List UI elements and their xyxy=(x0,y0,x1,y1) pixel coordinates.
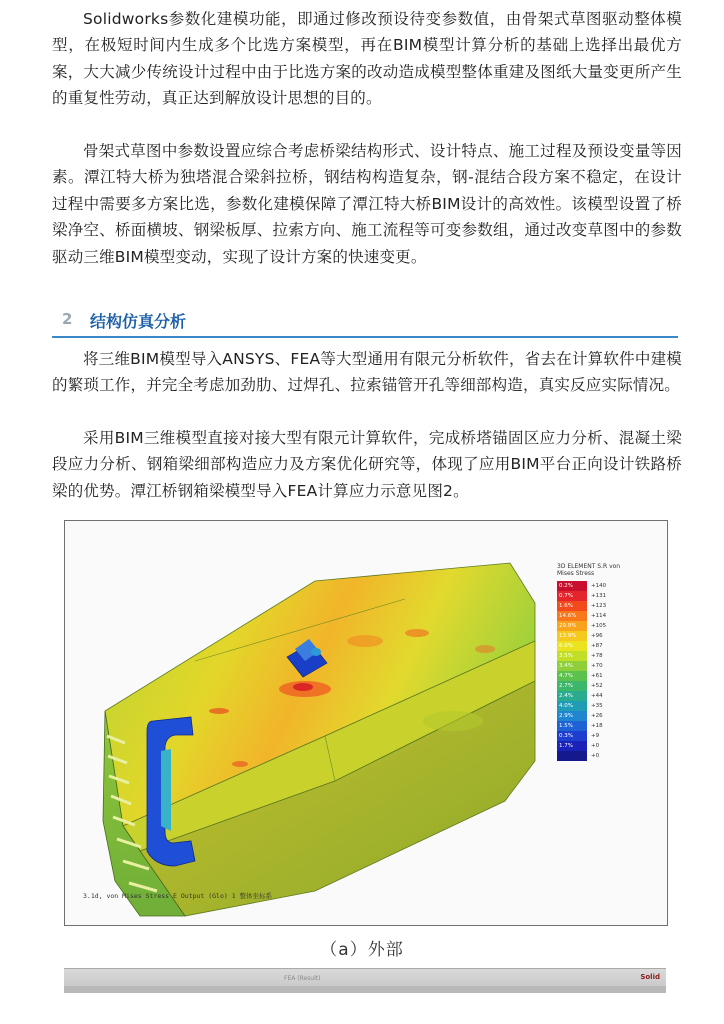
legend-value: +140 xyxy=(591,583,607,589)
strip-menu-row xyxy=(64,986,666,993)
legend-swatch xyxy=(557,661,587,671)
legend-value: +96 xyxy=(591,633,603,639)
figure-caption: （a）外部 xyxy=(320,940,404,960)
legend-row xyxy=(557,681,637,691)
legend-percentage: 14.6% xyxy=(559,613,577,619)
legend-value: +114 xyxy=(591,613,607,619)
legend-row xyxy=(557,591,637,601)
legend-percentage: 13.9% xyxy=(559,633,577,639)
legend-value: +78 xyxy=(591,653,603,659)
next-figure-toolbar-strip xyxy=(64,968,666,993)
legend-percentage: 4.0% xyxy=(559,703,573,709)
legend-value: +0 xyxy=(591,743,600,749)
legend-value: +87 xyxy=(591,643,603,649)
legend-value: +52 xyxy=(591,683,603,689)
strip-title: FEA (Result) xyxy=(284,975,321,982)
legend-row xyxy=(557,661,637,671)
legend-swatch xyxy=(557,631,587,641)
section-number: 2 xyxy=(62,310,73,328)
legend-swatch xyxy=(557,601,587,611)
legend-swatch xyxy=(557,691,587,701)
diaphragm-highlight xyxy=(161,749,171,831)
section-heading xyxy=(52,308,678,338)
legend-swatch xyxy=(557,611,587,621)
legend-row xyxy=(557,701,637,711)
legend-swatch xyxy=(557,731,587,741)
legend-swatch xyxy=(557,751,587,761)
legend-row xyxy=(557,691,637,701)
legend-swatch xyxy=(557,711,587,721)
legend-row xyxy=(557,601,637,611)
legend-value: +61 xyxy=(591,673,603,679)
legend-row xyxy=(557,651,637,661)
legend-value: +123 xyxy=(591,603,607,609)
legend-percentage: 1.5% xyxy=(559,723,573,729)
legend-row xyxy=(557,741,637,751)
legend-value: +26 xyxy=(591,713,603,719)
fea-stress-figure xyxy=(64,520,668,926)
legend-swatch xyxy=(557,721,587,731)
legend-percentage: 29.9% xyxy=(559,623,577,629)
legend-row xyxy=(557,581,637,591)
legend-row xyxy=(557,631,637,641)
legend-percentage: 0.7% xyxy=(559,593,573,599)
legend-percentage: 3.4% xyxy=(559,663,573,669)
legend-value: +70 xyxy=(591,663,603,669)
legend-percentage: 3.5% xyxy=(559,653,573,659)
strip-logo: Solid xyxy=(640,973,660,981)
section-title: 结构仿真分析 xyxy=(90,312,187,331)
legend-swatch xyxy=(557,651,587,661)
legend-value: +35 xyxy=(591,703,603,709)
legend-swatch xyxy=(557,741,587,751)
legend-row xyxy=(557,671,637,681)
paragraph-skeleton-sketch: 骨架式草图中参数设置应综合考虑桥梁结构形式、设计特点、施工过程及预设变量等因素。潭江特大桥为独塔混合梁斜拉桥，钢结构构造复杂，钢-混结合段方案不稳定，在设计过程中需要多方案比选，参数化建模保障了潭江特大桥BIM设计的高效性。该模型设置了桥梁净空、桥面横坡、钢梁板厚、拉索方向、施工流程等可变参数组，通过改变草图中的参数驱动三维BIM模型变动，实现了设计方案的快速变更。 xyxy=(52,142,682,266)
legend-swatch xyxy=(557,581,587,591)
legend-percentage: 4.7% xyxy=(559,673,573,679)
paragraph-fea-analysis: 采用BIM三维模型直接对接大型有限元计算软件，完成桥塔锚固区应力分析、混凝土梁段应力分析、钢箱梁细部构造应力及方案优化研究等，体现了应用BIM平台正向设计铁路桥梁的优势。潭江桥钢箱梁模型导入FEA计算应力示意见图2。 xyxy=(52,429,682,500)
legend-value: +18 xyxy=(591,723,603,729)
legend-percentage: 2.4% xyxy=(559,693,573,699)
legend-percentage: 1.7% xyxy=(559,743,573,749)
legend-percentage: 2.9% xyxy=(559,713,573,719)
paragraph-parametric-modeling: Solidworks参数化建模功能，即通过修改预设待变参数值，由骨架式草图驱动整体模型，在极短时间内生成多个比选方案模型，再在BIM模型计算分析的基础上选择出最优方案，大大减少传统设计过程中由于比选方案的改动造成模型整体重建及图纸大量变更所产生的重复性劳动，真正达到解放设计思想的目的。 xyxy=(52,10,682,108)
legend-row xyxy=(557,731,637,741)
legend-value: +105 xyxy=(591,623,607,629)
paragraph-fea-import: 将三维BIM模型导入ANSYS、FEA等大型通用有限元分析软件，省去在计算软件中建模的繁琐工作，并完全考虑加劲肋、过焊孔、拉索锚管开孔等细部构造，真实反应实际情况。 xyxy=(52,350,682,395)
legend-swatch xyxy=(557,621,587,631)
legend-row xyxy=(557,611,637,621)
legend-value: +44 xyxy=(591,693,603,699)
legend-title: 3D ELEMENT S.R von Mises Stress xyxy=(557,563,621,577)
legend-percentage: 0.2% xyxy=(559,583,573,589)
model-status-text: 3.1d, von Mises Stress E Output (Glo) 1 整体坐标系 xyxy=(83,892,273,900)
legend-row xyxy=(557,641,637,651)
legend-swatch xyxy=(557,701,587,711)
legend-percentage: 0.3% xyxy=(559,733,573,739)
legend-swatch xyxy=(557,671,587,681)
legend-row xyxy=(557,721,637,731)
legend-percentage: 1.6% xyxy=(559,603,573,609)
legend-value: +0 xyxy=(591,753,600,759)
stress-legend xyxy=(557,581,637,761)
legend-row xyxy=(557,621,637,631)
legend-swatch xyxy=(557,681,587,691)
legend-percentage: 2.7% xyxy=(559,683,573,689)
legend-value: +131 xyxy=(591,593,607,599)
legend-value: +9 xyxy=(591,733,600,739)
legend-row xyxy=(557,751,637,761)
legend-row xyxy=(557,711,637,721)
legend-swatch xyxy=(557,641,587,651)
legend-swatch xyxy=(557,591,587,601)
legend-percentage: 6.0% xyxy=(559,643,573,649)
